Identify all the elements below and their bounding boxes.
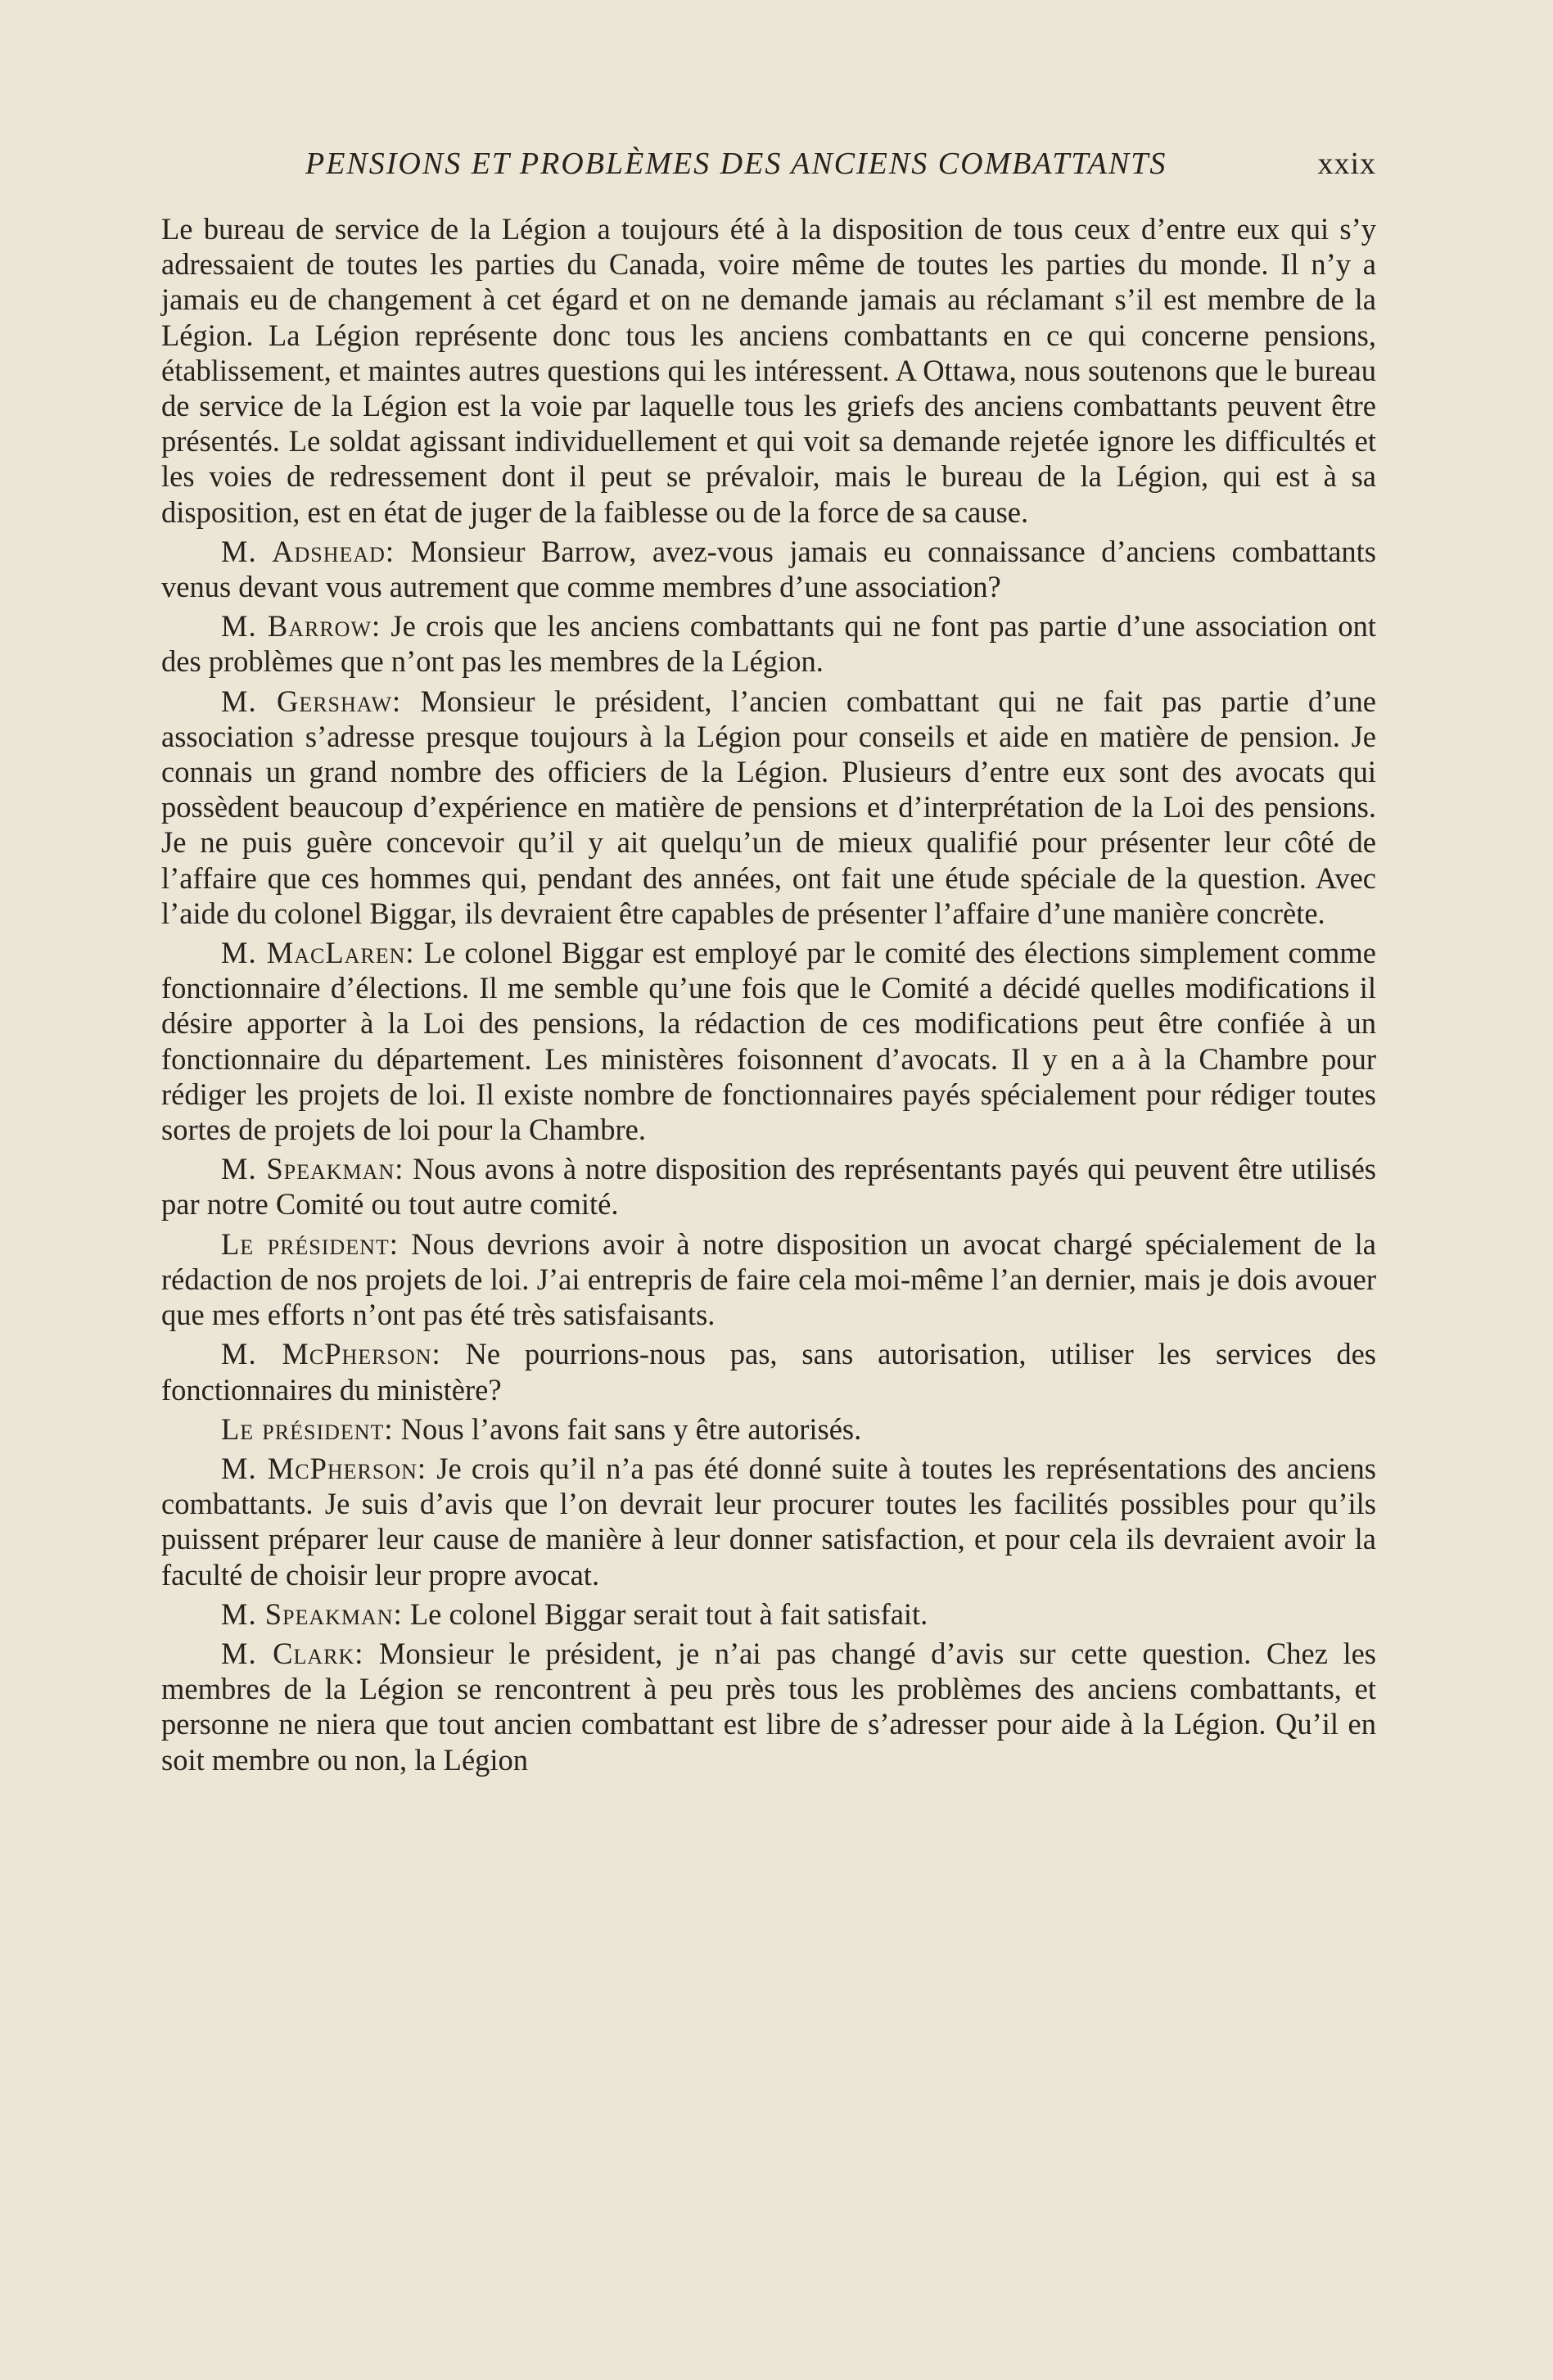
speaker-name: M. McPherson: [221, 1337, 441, 1371]
paragraph-text: Monsieur le président, je n’ai pas changé d’avis sur cette question. Chez les membres de la Légion se rencontrent à peu près tous les problèmes des anciens combattants, et personne ne niera que tout ancien combattant est libre de s’adresser pour aide à la Légion. Qu’il en soit membre ou non, la Légion [161, 1636, 1376, 1777]
speaker-name: M. Adshead: [221, 534, 395, 568]
running-title: PENSIONS ET PROBLÈMES DES ANCIENS COMBATTANTS [305, 147, 1167, 181]
speaker-name: M. Clark: [221, 1636, 364, 1670]
speaker-name: M. Barrow: [221, 609, 381, 644]
paragraph [161, 684, 1376, 931]
body-text [161, 211, 1376, 1782]
page-header [161, 142, 1376, 185]
paragraph [161, 608, 1376, 679]
paragraph-text: Nous l’avons fait sans y être autorisés. [400, 1411, 862, 1446]
speaker-name: M. Gershaw: [221, 684, 402, 718]
speaker-name: M. MacLaren: [221, 936, 415, 970]
paragraph [161, 1336, 1376, 1407]
speaker-name: M. Speakman: [221, 1596, 403, 1631]
paragraph-text: Ne pourrions-nous pas, sans autorisation, utiliser les services des fonctionnaires du ministère? [161, 1337, 1376, 1407]
paragraph-text: Monsieur le président, l’ancien combattant qui ne fait pas partie d’une association s’adresse presque toujours à la Légion pour conseils et aide en matière de pension. Je connais un grand nombre des officiers de la Légion. Plusieurs d’entre eux sont des avocats qui possèdent beaucoup d’expérience en matière de pensions et d’interprétation de la Loi des pensions. Je ne puis guère concevoir qu’il y ait quelqu’un de mieux qualifié pour présenter leur côté de l’affaire que ces hommes qui, pendant des années, ont fait une étude spéciale de la question. Avec l’aide du colonel Biggar, ils devraient être capables de présenter l’affaire d’une manière concrète. [161, 684, 1376, 930]
page-number: xxix [1317, 147, 1376, 181]
paragraph-text: Je crois que les anciens combattants qui ne font pas partie d’une association ont des problèmes que n’ont pas les membres de la Légion. [161, 609, 1376, 679]
paragraph [161, 1451, 1376, 1592]
paragraph-text: Le bureau de service de la Légion a toujours été à la disposition de tous ceux d’entre eux qui s’y adressaient de toutes les parties du Canada, voire même de toutes les parties du monde. Il n’y a jamais eu de changement à cet égard et on ne demande jamais au réclamant s’il est membre de la Légion. La Légion représente donc tous les anciens combattants en ce qui concerne pensions, établissement, et maintes autres questions qui les intéressent. A Ottawa, nous soutenons que le bureau de service de la Légion est la voie par laquelle tous les griefs des anciens combattants peuvent être présentés. Le soldat agissant individuellement et qui voit sa demande rejetée ignore les difficultés et les voies de redressement dont il peut se prévaloir, mais le bureau de la Légion, qui est à sa disposition, est en état de juger de la faiblesse ou de la force de sa cause. [161, 212, 1376, 529]
speaker-name: Le président: [221, 1411, 394, 1446]
paragraph [161, 1226, 1376, 1333]
paragraph-text: Nous avons à notre disposition des représentants payés qui peuvent être utilisés par notre Comité ou tout autre comité. [161, 1152, 1376, 1222]
paragraph-text: Le colonel Biggar serait tout à fait satisfait. [409, 1596, 928, 1631]
paragraph-text: Je crois qu’il n’a pas été donné suite à toutes les représentations des anciens combattants. Je suis d’avis que l’on devrait leur procurer toutes les facilités possibles pour qu’ils puissent préparer leur cause de manière à leur donner satisfaction, et pour cela ils devraient avoir la faculté de choisir leur propre avocat. [161, 1451, 1376, 1592]
paragraph [161, 211, 1376, 530]
paragraph-text: Monsieur Barrow, avez-vous jamais eu connaissance d’anciens combattants venus devant vous autrement que comme membres d’une association? [161, 534, 1376, 604]
paragraph-text: Le colonel Biggar est employé par le comité des élections simplement comme fonctionnaire d’élections. Il me semble qu’une fois que le Comité a décidé quelles modifications il désire apporter à la Loi des pensions, la rédaction de ces modifications peut être confiée à un fonctionnaire du département. Les ministères foisonnent d’avocats. Il y en a à la Chambre pour rédiger les projets de loi. Il existe nombre de fonctionnaires payés spécialement pour rédiger toutes sortes de projets de loi pour la Chambre. [161, 936, 1376, 1147]
paragraph [161, 1596, 1376, 1632]
speaker-name: Le président: [221, 1226, 399, 1261]
paragraph [161, 534, 1376, 604]
speaker-name: M. Speakman: [221, 1152, 404, 1186]
paragraph-text: Nous devrions avoir à notre disposition un avocat chargé spécialement de la rédaction de nos projets de loi. J’ai entrepris de faire cela moi-même l’an dernier, mais je dois avouer que mes efforts n’ont pas été très satisfaisants. [161, 1226, 1377, 1332]
paragraph [161, 1151, 1376, 1222]
paragraph [161, 935, 1376, 1147]
speaker-name: M. McPherson: [221, 1451, 427, 1485]
paragraph [161, 1411, 1376, 1447]
paragraph [161, 1636, 1376, 1777]
